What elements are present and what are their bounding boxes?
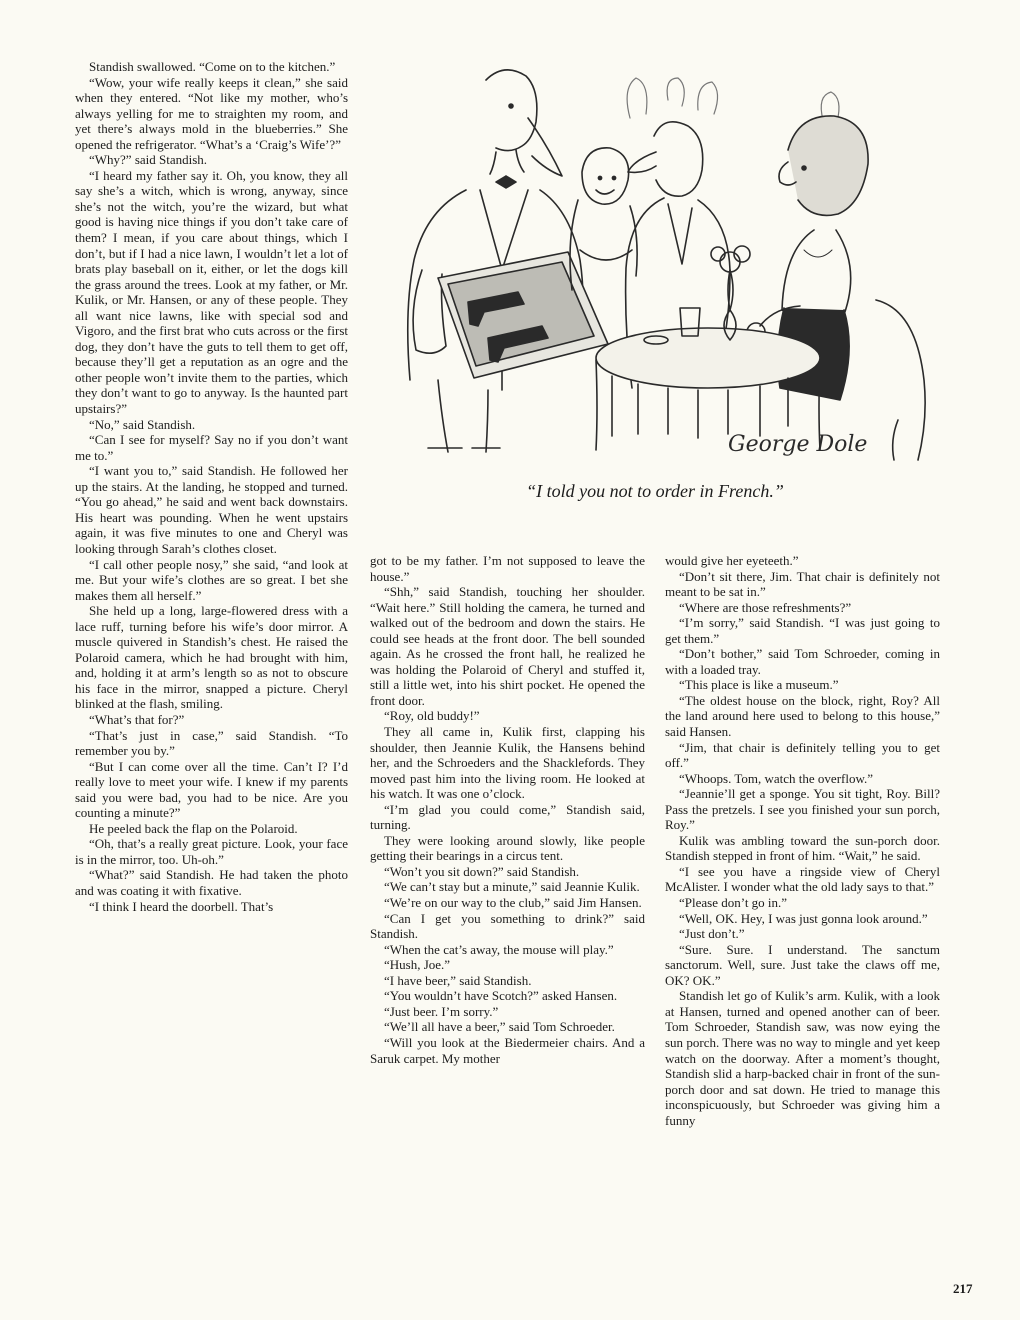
paragraph: “Jim, that chair is definitely telling you to get off.”: [665, 739, 940, 771]
paragraph: “This place is like a museum.”: [679, 677, 839, 693]
paragraph: “I call other people nosy,” she said, “and look at me. But your wife’s clothes are so great. I bet she makes them all herself.”: [75, 556, 348, 603]
paragraph: “I heard my father say it. Oh, you know, they all say she’s a witch, which is wrong, anyway, since she’s not the witch, you’re the wizard, but what good is having nice things if you don’t take care of them? I mean, if you care about things, which I don’t, but if I had a nice lawn, I wouldn’t let a lot of brats play baseball on it, either, or let the dogs kill the grass around the trees. Look at my father, or Mr. Kulik, or Mr. Hansen, or any of these people. They all want nice lawns, like with special sod and Vigoro, and the first brat who cuts across or the first dog, they don’t have the guts to tell them to get off, because they’ll get a reputation as an ogre and the other people won’t invite them to the parties, which they don’t want to go to anyway. Is the haunted part upstairs?”: [75, 167, 348, 417]
cartoon-illustration: [368, 40, 942, 472]
paragraph: “Don’t bother,” said Tom Schroeder, coming in with a loaded tray.: [665, 646, 940, 677]
paragraph: “We can’t stay but a minute,” said Jeannie Kulik.: [384, 879, 640, 895]
paragraph: “Wow, your wife really keeps it clean,” she said when they entered. “Not like my mother, who’s always yelling for me to straighten my room, and yet there’s always mold in the blueberries.” She opened the refrigerator. “What’s a ‘Craig’s Wife’?”: [75, 74, 348, 152]
woman-left-figure: [570, 148, 637, 290]
paragraph: “Oh, that’s a really great picture. Look, your face is in the mirror, too. Uh-oh.”: [75, 836, 348, 867]
paragraph: He peeled back the flap on the Polaroid.: [89, 820, 298, 836]
paragraph: “Just don’t.”: [679, 926, 745, 942]
paragraph: got to be my father. I’m not supposed to leave the house.”: [370, 553, 645, 584]
paragraph: “We’re on our way to the club,” said Jim Hansen.: [384, 895, 642, 911]
paragraph: “When the cat’s away, the mouse will play.”: [384, 941, 614, 957]
paragraph: “I see you have a ringside view of Cheryl McAlister. I wonder what the old lady says to that.”: [665, 863, 940, 895]
paragraph: “I have beer,” said Standish.: [384, 972, 532, 988]
paragraph: “You wouldn’t have Scotch?” asked Hansen.: [384, 988, 618, 1004]
paragraph: “Will you look at the Biedermeier chairs. And a Saruk carpet. My mother: [370, 1034, 645, 1066]
paragraph: “I think I heard the doorbell. That’s: [89, 898, 274, 914]
paragraph: “Roy, old buddy!”: [384, 708, 480, 724]
paragraph: Kulik was ambling toward the sun-porch door. Standish stepped in front of him. “Wait,” he said.: [665, 832, 940, 864]
paragraph: “I want you to,” said Standish. He followed her up the stairs. At the landing, he stopped and turned. “You go ahead,” he said and went back downstairs. His heart was pounding. When he went upstairs again, it was five minutes to one and Cheryl was looking through Sarah’s clothes closet.: [75, 463, 348, 556]
tray-with-pistols: [438, 252, 608, 378]
paragraph: “What?” said Standish. He had taken the photo and was coating it with fixative.: [75, 867, 348, 898]
paragraph: “I’m sorry,” said Standish. “I was just going to get them.”: [665, 615, 940, 646]
paragraph: “No,” said Standish.: [89, 416, 196, 432]
article-column-2: [370, 553, 645, 1066]
cartoon-signature: George Dole: [728, 432, 868, 457]
cartoon-caption: “I told you not to order in French.”: [526, 481, 784, 501]
paragraph: “Can I get you something to drink?” said Standish.: [370, 910, 645, 942]
paragraph: Standish swallowed. “Come on to the kitchen.”: [89, 59, 336, 74]
paragraph: “What’s that for?”: [89, 711, 185, 727]
paragraph: “That’s just in case,” said Standish. “To remember you by.”: [75, 727, 348, 759]
paragraph: “Where are those refreshments?”: [679, 599, 852, 615]
paragraph: “I’m glad you could come,” Standish said, turning.: [370, 801, 645, 833]
paragraph: “Well, OK. Hey, I was just gonna look around.”: [679, 910, 928, 926]
paragraph: “Whoops. Tom, watch the overflow.”: [679, 770, 874, 786]
paragraph: “Jeannie’ll get a sponge. You sit tight, Roy. Bill? Pass the pretzels. I see you finished your sun porch, Roy.”: [665, 786, 940, 833]
paragraph: “The oldest house on the block, right, Roy? All the land around here used to belong to this house,” said Hansen.: [665, 692, 940, 740]
paragraph: “Sure. Sure. I understand. The sanctum sanctorum. Well, sure. Just take the claws off me, OK? OK.”: [665, 941, 940, 988]
paragraph: “Please don’t go in.”: [679, 895, 788, 911]
article-column-1: [75, 59, 348, 914]
paragraph: “Why?” said Standish.: [89, 152, 208, 168]
paragraph: They all came in, Kulik first, clapping his shoulder, then Jeannie Kulik, the Hansens behind her, and the Schroeders and the Shacklefords. They moved past him into the living room. He looked at his watch. It was one o’clock.: [370, 724, 645, 802]
paragraph: “Just beer. I’m sorry.”: [384, 1003, 499, 1019]
paragraph: would give her eyeteeth.”: [665, 553, 799, 568]
paragraph: “Hush, Joe.”: [384, 957, 451, 973]
paragraph: Standish let go of Kulik’s arm. Kulik, with a look at Hansen, turned and opened another can of beer. Tom Schroeder, Standish saw, was now eying the sun porch. There was no way to mingle and yet keep watch on the doorway. After a moment’s thought, Standish slid a harp-backed chair in front of the sun-porch door and sat down. He tried to manage this inconspicuously, but Schroeder was giving him a funny: [665, 988, 940, 1128]
paragraph: She held up a long, large-flowered dress with a lace ruff, turning before his wife’s door mirror. A muscle quivered in Standish’s chest. He raised the Polaroid camera, which he had brought with him, and, holding it at arm’s length so as not to obscure his face in the mirror, snapped a picture. Cheryl blinked at the flash, smiling.: [75, 603, 348, 712]
paragraph: “Can I see for myself? Say no if you don’t want me to.”: [75, 432, 348, 463]
article-column-3: [665, 553, 940, 1128]
paragraph: “We’ll all have a beer,” said Tom Schroeder.: [384, 1019, 615, 1035]
page-number: 217: [953, 1281, 973, 1296]
paragraph: “Don’t sit there, Jim. That chair is definitely not meant to be sat in.”: [665, 568, 940, 600]
paragraph: “But I can come over all the time. Can’t I? I’d really love to meet your wife. I knew if my parents said you were bad, you had to be nice. Are you counting a minute?”: [75, 758, 348, 821]
paragraph: “Won’t you sit down?” said Standish.: [384, 863, 580, 879]
paragraph: “Shh,” said Standish, touching her shoulder. “Wait here.” Still holding the camera, he turned and walked out of the bedroom and down the stairs. He could see heads at the front door. The bell sounded again. As he crossed the front hall, he realized he was holding the Polaroid of Cheryl and stuffed it, still a little wet, into his shirt pocket. He opened the front door.: [370, 584, 645, 708]
paragraph: They were looking around slowly, like people getting their bearings in a circus tent.: [370, 832, 645, 864]
